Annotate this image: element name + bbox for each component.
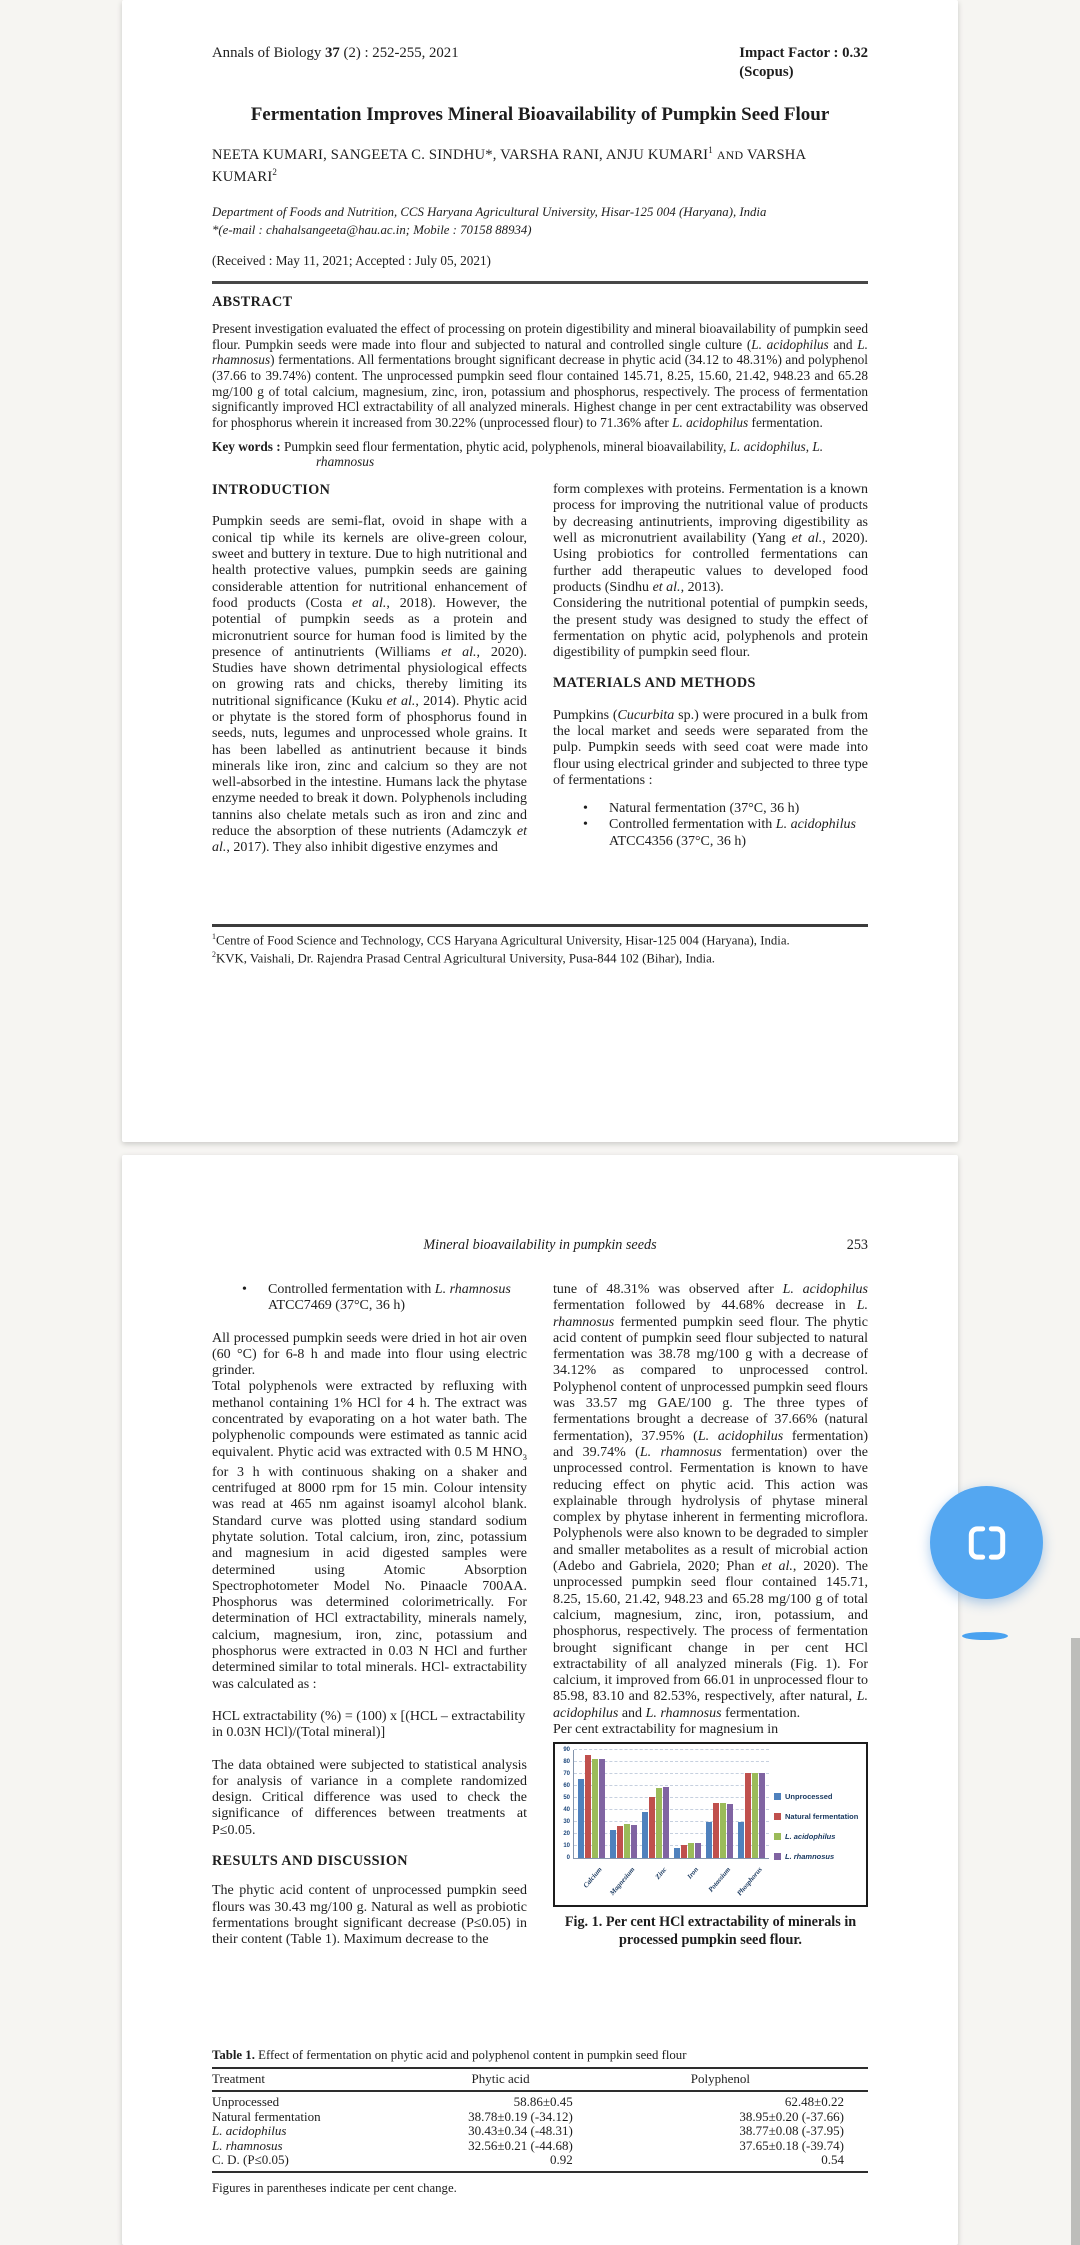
table-row — [212, 2153, 868, 2167]
legend-label: Natural fermentation — [785, 1812, 859, 1822]
y-tick-label: 50 — [563, 1795, 570, 1802]
received-line: (Received : May 11, 2021; Accepted : July 05, 2021) — [212, 252, 491, 268]
bar-zinc-unprocessed — [642, 1812, 648, 1859]
right-column — [553, 482, 868, 922]
two-column-body — [212, 1282, 868, 2042]
list-item — [553, 801, 868, 817]
bar-potassium-natural-fermentation — [713, 1803, 719, 1858]
legend-entry-l-rhamnosus — [774, 1852, 862, 1861]
right-column — [553, 1282, 868, 2042]
legend-label: L. acidophilus — [785, 1832, 836, 1842]
footnote: $^1$Centre of Food Science and Technology, CCS Haryana Agricultural University, Hisar-125 004 (Haryana), India. — [212, 931, 790, 947]
two-column-body — [212, 482, 868, 922]
treatment-cell: L. acidophilus — [212, 2123, 287, 2139]
y-tick-label: 20 — [563, 1831, 570, 1838]
legend-entry-natural-fermentation — [774, 1812, 862, 1821]
bar-potassium-l-rhamnosus — [727, 1804, 733, 1859]
y-tick-label: 0 — [566, 1855, 570, 1862]
running-head — [212, 1237, 868, 1254]
legend-swatch-icon — [774, 1813, 781, 1820]
chart-legend — [769, 1750, 862, 1903]
list-item-text: Natural fermentation (37°C, 36 h) — [609, 801, 800, 817]
bar-group-iron — [671, 1750, 703, 1858]
chart-bars — [574, 1750, 769, 1858]
y-tick-label: 80 — [563, 1759, 570, 1766]
bar-zinc-l-rhamnosus — [663, 1787, 669, 1858]
bar-iron-natural-fermentation — [681, 1845, 687, 1859]
x-tick-label: Iron — [685, 1865, 701, 1881]
treatment-cell: Unprocessed — [212, 2094, 280, 2110]
bar-calcium-unprocessed — [578, 1779, 584, 1858]
introduction-paragraph: Pumpkin seeds are semi-flat, ovoid in shape with a conical tip while its kernels are olive-green colour, sweet and buttery in texture. Due to high nutritional and health protective values, pumpkin seeds are gaining considerable attention for nutritional enhancement of food products (Costa et al., 2018). However, the potential of pumpkin seeds as a protein and micronutrient source for human food is limited by the presence of antinutrients (Williams et al., 2020). Studies have shown detrimental physiological effects on growing rats and chicks, thereby limiting its nutritional significance (Kuku et al., 2014). Phytic acid or phytate is the stored form of phosphorus found in seeds, nuts, legumes and unprocessed whole grains. It has been labelled as antinutrient because it binds minerals like iron, zinc and calcium so they are not well-absorbed in the intestine. Humans lack the phytase enzyme needed to break it down. Polyphenols including tannins also chelate metals such as iron and zinc and reduce the absorption of these nutrients (Adamczyk et al., 2017). They also inhibit digestive enzymes and — [212, 514, 527, 856]
phytic-acid-cell: 38.78±0.19 (-34.12) — [468, 2108, 573, 2124]
treatment-cell: C. D. (P≤0.05) — [212, 2152, 289, 2168]
list-item-text: Controlled fermentation with L. rhamnosus ATCC7469 (37°C, 36 h) — [268, 1282, 511, 1314]
chart-plot-area — [573, 1750, 769, 1859]
paragraph: The data obtained were subjected to statistical analysis for analysis of variance in a complete randomized design. Critical difference was used to check the significance of differences between treatments at P≤0.05. — [212, 1757, 527, 1838]
page-1 — [122, 0, 958, 1142]
x-tick-label: Calcium — [582, 1865, 605, 1890]
bar-zinc-l-acidophilus — [656, 1788, 662, 1859]
section-rule — [212, 281, 868, 284]
materials-methods-heading: MATERIALS AND METHODS — [553, 675, 756, 692]
list-item-text: Controlled fermentation with L. acidophilus ATCC4356 (37°C, 36 h) — [609, 817, 856, 849]
journal-citation: Annals of Biology 37 (2) : 252-255, 2021 — [212, 45, 459, 61]
phytic-acid-cell: 32.56±0.21 (-44.68) — [468, 2137, 573, 2153]
paragraph: form complexes with proteins. Fermentation is a known process for improving the nutritional value of products by decreasing antinutrients, improving digestibility as well as micronutrient availability (Yang et al., 2020). Using probiotics for controlled fermentations can further add therapeutic values to developed food products (Sindhu et al., 2013). — [553, 482, 868, 595]
page-number: 253 — [846, 1237, 868, 1253]
affiliation — [212, 203, 868, 239]
bar-potassium-l-acidophilus — [720, 1803, 726, 1859]
legend-swatch-icon — [774, 1833, 781, 1840]
footnote: $^2$KVK, Vaishali, Dr. Rajendra Prasad Central Agricultural University, Pusa-844 102 (Bihar), India. — [212, 949, 715, 966]
chart-x-axis — [573, 1859, 769, 1903]
polyphenol-cell: 38.77±0.08 (-37.95) — [739, 2123, 844, 2139]
column-header: Polyphenol — [690, 2071, 750, 2086]
impact-factor-line2: (Scopus) — [739, 64, 794, 81]
legend-entry-l-acidophilus — [774, 1832, 862, 1841]
table-row — [212, 2095, 868, 2109]
impact-factor-line1: Impact Factor : 0.32 — [739, 45, 868, 61]
bar-iron-unprocessed — [674, 1848, 680, 1859]
left-column — [212, 1282, 527, 2042]
table-footnote: Figures in parentheses indicate per cent change. — [212, 2181, 457, 2196]
bar-group-potassium — [703, 1750, 735, 1858]
hidden-fab-arc[interactable] — [962, 1632, 1008, 1640]
journal-header-row — [212, 44, 868, 82]
x-tick-label: Phosphorus — [735, 1865, 765, 1898]
abstract-text: Present investigation evaluated the effect of processing on protein digestibility and mineral bioavailability of pumpkin seed flour. Pumpkin seeds were made into flour and subjected to natural and controlled single culture (L. acidophilus and L. rhamnosus) fermentations. All fermentations brought significant decrease in phytic acid (34.12 to 48.31%) and polyphenol (37.66 to 39.74%) content. The unprocessed pumpkin seed flour contained 145.71, 8.25, 15.60, 21.42, 948.23 and 65.28 mg/100 g of total calcium, magnesium, zinc, iron, potassium and phosphorus, respectively. The process of fermentation significantly improved HCl extractability of all analyzed minerals. Highest change in per cent extractability was observed for phosphorus wherein it increased from 30.22% (unprocessed flour) to 71.36% after L. acidophilus fermentation. — [212, 320, 868, 431]
bar-potassium-unprocessed — [706, 1822, 712, 1858]
paragraph: tune of 48.31% was observed after L. acidophilus fermentation followed by 44.68% decrease in L. rhamnosus fermented pumpkin seed flour. The phytic acid content of pumpkin seed flour subjected to natural fermentation was 38.78 mg/100 g with a decrease of 34.12% as compared to unprocessed control. Polyphenol content of unprocessed pumpkin seed flours was 33.57 mg GAE/100 g. The three types of fermentations brought a decrease of 37.66% (natural fermentation), 37.95% (L. acidophilus fermentation) and 39.74% (L. rhamnosus fermentation) over the unprocessed control. Fermentation is known to have reducing effect on phytic acid. This action was explainable through hydrolysis of phytase mineral complex by phytase inherent in fermenting microflora. Polyphenols were also known to be degraded to simpler and smaller metabolites as a result of microbial action (Adebo and Gabriela, 2020; Phan et al., 2020). The unprocessed pumpkin seed flour contained 145.71, 8.25, 15.60, 21.42, 948.23 and 65.28 mg/100 g of total calcium, magnesium, zinc, iron, potassium, and phosphorus, respectively. The process of fermentation brought significant change in per cent HCl extractability of all analyzed minerals (Fig. 1). For calcium, it improved from 66.01 in unprocessed flour to 85.98, 83.10 and 82.53%, respectively, after natural, L. acidophilus and L. rhamnosus fermentation. — [553, 1282, 868, 1721]
figure-caption: Fig. 1. Per cent HCl extractability of minerals in processed pumpkin seed flour. — [564, 1914, 857, 1949]
paragraph: Per cent extractability for magnesium in — [553, 1722, 779, 1738]
table-caption: Table 1. Effect of fermentation on phytic acid and polyphenol content in pumpkin seed flour — [212, 2048, 687, 2062]
y-tick-label: 60 — [563, 1783, 570, 1790]
list-item — [212, 1282, 527, 1315]
phytic-acid-cell: 0.92 — [550, 2152, 573, 2168]
bar-group-magnesium — [608, 1750, 640, 1858]
bar-calcium-natural-fermentation — [585, 1755, 591, 1858]
treatment-cell: L. rhamnosus — [212, 2137, 283, 2153]
data-table — [212, 2067, 868, 2173]
email-line: *(e-mail : chahalsangeeta@hau.ac.in; Mobile : 70158 88934) — [212, 222, 532, 237]
paragraph: Considering the nutritional potential of pumpkin seeds, the present study was designed to study the effect of fermentation on phytic acid, polyphenols and protein digestibility of pumpkin seed flour. — [553, 596, 868, 661]
column-header: Treatment — [212, 2071, 265, 2086]
crop-icon — [961, 1517, 1013, 1569]
phytic-acid-cell: 58.86±0.45 — [513, 2094, 573, 2110]
abstract-heading: ABSTRACT — [212, 293, 293, 310]
authors: NEETA KUMARI, SANGEETA C. SINDHU*, VARSHA RANI, ANJU KUMARI$^1$ AND VARSHA KUMARI$^2$ — [212, 145, 806, 186]
bar-group-zinc — [640, 1750, 672, 1858]
bar-magnesium-unprocessed — [610, 1830, 616, 1858]
results-heading: RESULTS AND DISCUSSION — [212, 1853, 408, 1869]
bar-calcium-l-acidophilus — [592, 1759, 598, 1859]
paragraph: All processed pumpkin seeds were dried in hot air oven (60 °C) for 6-8 h and made into flour using electric grinder. — [212, 1330, 527, 1379]
bar-zinc-natural-fermentation — [649, 1797, 655, 1858]
keywords: Key words : Pumpkin seed flour fermentation, phytic acid, polyphenols, mineral bioavailability, L. acidophilus, L. rhamnosus — [212, 438, 824, 470]
table-row — [212, 2139, 868, 2153]
bar-phosphorus-unprocessed — [738, 1822, 744, 1858]
bar-magnesium-l-rhamnosus — [631, 1825, 637, 1859]
phytic-acid-cell: 30.43±0.34 (-48.31) — [468, 2123, 573, 2139]
x-tick-label: Zinc — [653, 1865, 669, 1882]
legend-label: Unprocessed — [785, 1792, 833, 1802]
fermentation-list — [553, 801, 868, 850]
table-row — [212, 2124, 868, 2138]
polyphenol-cell: 0.54 — [821, 2152, 844, 2168]
bar-calcium-l-rhamnosus — [599, 1759, 605, 1858]
polyphenol-cell: 62.48±0.22 — [784, 2094, 844, 2110]
figure-1-chart — [553, 1742, 868, 1907]
treatment-cell: Natural fermentation — [212, 2108, 321, 2124]
paragraph: The phytic acid content of unprocessed pumpkin seed flours was 30.43 mg/100 g. Natural as well as probiotic fermentations brought significant decrease (P≤0.05) in their content (Table 1). Maximum decrease to the — [212, 1883, 527, 1948]
x-tick-label: Potassium — [706, 1865, 733, 1894]
paragraph: Total polyphenols were extracted by refluxing with methanol containing 1% HCl for 4 h. The extract was concentrated by evaporating on a hot water bath. The polyphenolic compounds were estimated as tannic acid equivalent. Phytic acid was extracted with 0.5 M $HNO_3$ for 3 h with continuous shaking on a shaker and centrifuged at 8000 rpm for 15 min. Colour intensity was read at 465 nm against isoamyl alcohol blank. Standard curve was plotted using standard sodium phytate solution. Total calcium, iron, zinc, potassium and magnesium in acid digested samples were determined using Atomic Absorption Spectrophotometer Model No. Pinaacle 700AA. Phosphorus was determined colorimetrically. For determination of HCl extractability, minerals namely, calcium, magnesium, iron, zinc, potassium and phosphorus were extracted in 0.03 N HCl and further determined similar to total minerals. HCl- extractability was calculated as : — [212, 1379, 527, 1692]
y-tick-label: 40 — [563, 1807, 570, 1814]
table-row — [212, 2110, 868, 2124]
running-head-title: Mineral bioavailability in pumpkin seeds — [423, 1237, 657, 1253]
bar-magnesium-natural-fermentation — [617, 1826, 623, 1858]
bar-phosphorus-l-acidophilus — [752, 1773, 758, 1859]
list-item — [553, 817, 868, 850]
introduction-heading: INTRODUCTION — [212, 482, 331, 499]
y-tick-label: 30 — [563, 1819, 570, 1826]
page-2 — [122, 1155, 958, 2245]
left-column — [212, 482, 527, 922]
bar-phosphorus-l-rhamnosus — [759, 1773, 765, 1859]
bar-iron-l-rhamnosus — [695, 1843, 701, 1858]
x-tick-label: Magnesium — [607, 1865, 637, 1898]
polyphenol-cell: 38.95±0.20 (-37.66) — [739, 2108, 844, 2124]
impact-factor — [739, 44, 868, 82]
bar-phosphorus-natural-fermentation — [745, 1773, 751, 1858]
paragraph: Pumpkins (Cucurbita sp.) were procured in a bulk from the local market and seeds were separated from the pulp. Pumpkin seeds with seed coat were made into flour using electrical grinder and subjected to three type of fermentations : — [553, 707, 868, 788]
bullet-icon: • — [583, 817, 588, 833]
legend-entry-unprocessed — [774, 1792, 862, 1801]
y-tick-label: 10 — [563, 1843, 570, 1850]
chart-y-axis — [557, 1747, 573, 1862]
scrollbar-thumb[interactable] — [1071, 1638, 1080, 2245]
y-tick-label: 90 — [563, 1747, 570, 1754]
bullet-icon: • — [583, 801, 588, 817]
polyphenol-cell: 37.65±0.18 (-39.74) — [739, 2137, 844, 2153]
legend-label: L. rhamnosus — [785, 1852, 835, 1862]
column-header: Phytic acid — [471, 2071, 530, 2086]
formula: HCL extractability (%) = (100) x [(HCL – extractability in 0.03N HCl)/(Total mineral)] — [212, 1708, 526, 1741]
legend-swatch-icon — [774, 1793, 781, 1800]
affiliation-line: Department of Foods and Nutrition, CCS Haryana Agricultural University, Hisar-125 004 (Haryana), India — [212, 204, 767, 219]
table-header-row — [212, 2069, 868, 2092]
footnote-rule — [212, 924, 868, 927]
bar-group-calcium — [576, 1750, 608, 1858]
screenshot-fab[interactable] — [930, 1486, 1043, 1599]
bar-iron-l-acidophilus — [688, 1843, 694, 1859]
y-tick-label: 70 — [563, 1771, 570, 1778]
bullet-icon: • — [242, 1282, 247, 1297]
paper-title: Fermentation Improves Mineral Bioavailability of Pumpkin Seed Flour — [250, 104, 830, 126]
bar-group-phosphorus — [735, 1750, 767, 1858]
bar-magnesium-l-acidophilus — [624, 1824, 630, 1858]
legend-swatch-icon — [774, 1853, 781, 1860]
